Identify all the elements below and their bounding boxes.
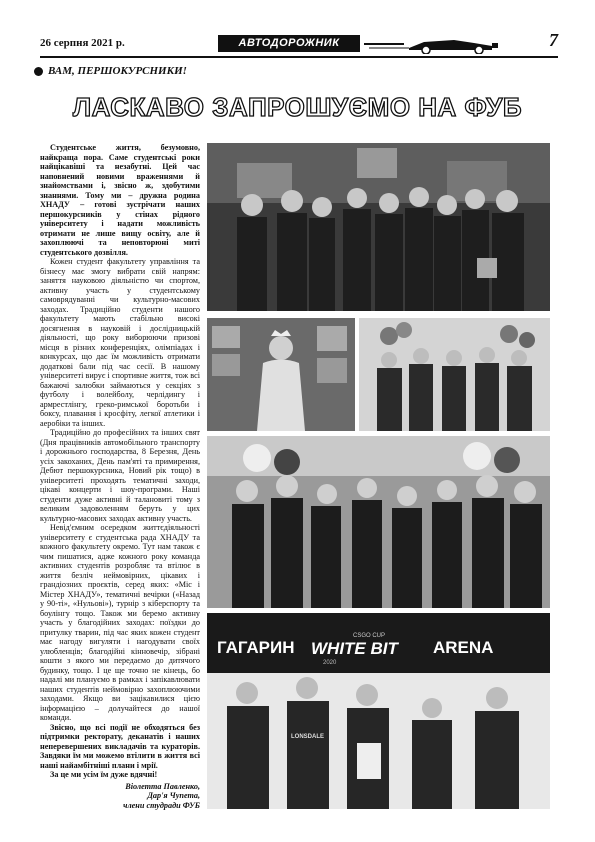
photo-halloween — [207, 436, 550, 608]
signature-line: Віолетта Павленко, — [125, 781, 200, 791]
banner-brand-left: ГАГАРИН — [217, 638, 295, 657]
header-rule — [40, 56, 558, 58]
issue-date: 26 серпня 2021 р. — [40, 37, 125, 49]
photo-esports — [207, 613, 550, 809]
headline: ЛАСКАВО ЗАПРОШУЄМО НА ФУБ — [72, 92, 523, 122]
article-paragraph: Кожен студент факультету управління та бізнесу має змогу вибрати свій напрям: заняття науковою діяльністю чи спортом, активну участь у студентському самоврядуванні чи культурно-масових заходах. Традиційно студенти нашого факультету мають стабільно високі досягнення в науковій і дослідницькій діяльності, що року виборюючи призові місця в різних конференціях, олімпіадах і конкурсах, що дає їм можливість отримати додаткові бали під час сесії. В нашому університеті вирує і спортивне життя, тож всі бажаючі залюбки займаються у секціях з футболу і волейболу, черлідингу і армрестлінгу, греко-римської боротьби і боксу, плавання і кросфіту, легкої атлетики і аеробіки та інших. — [40, 257, 200, 428]
photo-group-balloons — [359, 318, 550, 431]
sweatshirt-logo: LONSDALE — [291, 734, 324, 740]
article-intro: Студентське життя, безумовно, найкраща пора. Саме студентські роки найцікавіші та незабутні. Цей час наповнений новими враженнями й знайомствами і, звісно ж, здобутими знаннями. Тому ми – дружна родина ХНАДУ – готові зустрічати наших першокурсників у стінах рідного університету і надати можливість отримати не лише вищу освіту, але й захоплюючі та неповторюні миті студентського дозвілля. — [40, 143, 200, 257]
article-closing: За це ми усім їм дуже вдячні! — [50, 770, 158, 779]
article-paragraph: Невід'ємним осередком життєдіяльності університету є студентська рада ХНАДУ та кожного факультету окремо. Тут нам також є чим пишатися, адже кожного року команда активних студентів розробляє та втілює в життя безліч неймовірних, цікавих і грандіозних проєктів, серед яких: «Міс і Містер ХНАДУ», тематичні вечірки («Назад у 90-ті», «Нульові»), турнір з кіберспорту та боулінгу тощо. Також ми беремо активну участь у благодійних заходах: поїздки до притулку тварин, під час яких кожен студент має нагоду вигуляти і нагодувати своїх улюбленців; благодійні кінновечір, зібрані кошти з якого ми передаємо до дитячого будинку, тощо. І це ще точно не кінець, бо надалі ми плануємо в рамках і запікавлювати наших студентів неймовірно захоплюючими заходами. Якщо ви зацікавилися цією інформацією – долучайтеся до нашої команди. — [40, 523, 200, 722]
article-paragraph: Традиційно до професійних та інших свят (Дня працівників автомобільного транспорту і дорожнього господарства, 8 Березня, День усіх закоханих, День пам'яті та примирення, Дебют першокурсника, Новий рік тощо) в університеті проходять тематичні заходи, цікаві концерти і шоу-програми. Наші студенти дуже активні й талановиті тому з великим задоволенням беруть у цих культурно-масових заходах активну участь. — [40, 428, 200, 523]
photo-group-party — [207, 143, 550, 311]
race-car-icon — [364, 34, 514, 54]
page-header — [40, 30, 558, 54]
banner-arena: ARENA — [433, 638, 494, 657]
banner-cup: CSGO CUP — [353, 633, 386, 639]
rubric — [34, 65, 187, 77]
rubric-label: ВАМ, ПЕРШОКУРСНИКИ! — [48, 65, 187, 77]
page-number: 7 — [549, 30, 558, 50]
banner-main: WHITE BIT — [311, 639, 398, 658]
signature-line: Дар'я Чупета, — [147, 791, 200, 800]
newspaper-brand: АВТОДОРОЖНИК — [218, 35, 360, 52]
article-paragraph: Звісно, що всі події не обходяться без підтримки ректорату, деканатів і наших неперевершених викладачів та кураторів. Завдяки їм ми можемо втілити в життя всі наші найамбітніші плани і мрії. — [40, 722, 200, 770]
photo-queen — [207, 318, 355, 431]
bullet-icon — [34, 67, 43, 76]
article-body — [40, 143, 200, 810]
signature-line: члени студради ФУБ — [123, 800, 200, 810]
signature — [40, 782, 200, 811]
banner-year: 2020 — [323, 660, 337, 666]
